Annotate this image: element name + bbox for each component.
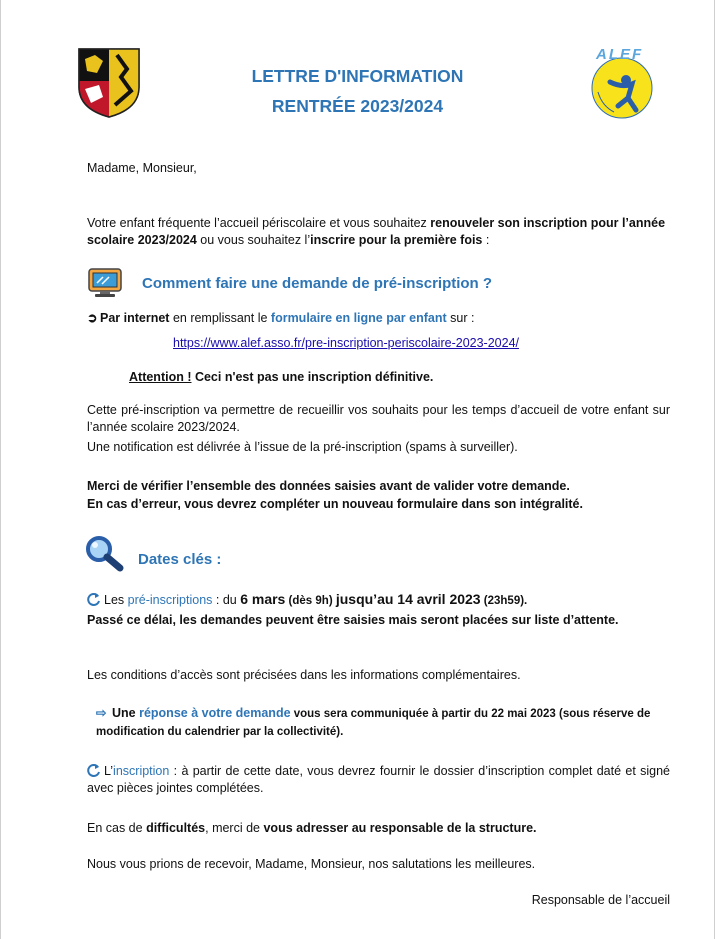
page-border-left	[0, 0, 1, 939]
preinscription-dates-line	[87, 591, 670, 610]
internet-suffix: sur :	[446, 311, 475, 325]
difficulties-contact: vous adresser au responsable de la structure.	[263, 821, 537, 835]
inscription-label: inscription	[113, 764, 170, 778]
deadline-note: Passé ce délai, les demandes peuvent être saisies mais seront placées sur liste d’attente.	[87, 613, 619, 627]
attention-text: Ceci n'est pas une inscription définitive.	[191, 370, 434, 384]
response-line	[96, 705, 676, 741]
preinscription-url-link[interactable]: https://www.alef.asso.fr/pre-inscription-periscolaire-2023-2024/	[173, 336, 519, 350]
title-line-1: LETTRE D'INFORMATION	[251, 66, 464, 86]
greeting: Madame, Monsieur,	[87, 161, 197, 175]
verify-warning-1: Merci de vérifier l’ensemble des données saisies avant de valider votre demande.	[87, 479, 570, 493]
attention-line	[129, 370, 433, 384]
intro-text-2: ou vous souhaitez l’	[196, 233, 311, 247]
inscription-text-c: : à partir de cette date, vous devrez fournir le dossier d’inscription complet daté et signé avec pièces jointes complétées.	[87, 764, 670, 795]
response-text-c: vous sera communiquée à partir du 22 mai 2023 (sous réserve de modification du calendrier par la collectivité).	[96, 708, 651, 738]
outline-arrow-icon: ⇨	[96, 706, 107, 720]
section-title-key-dates: Dates clés :	[138, 551, 222, 568]
arrow-right-icon: ➲	[87, 311, 98, 325]
intro-paragraph	[87, 215, 670, 249]
alef-logo-text: ALEF	[596, 46, 644, 63]
inscription-line	[87, 763, 670, 797]
signature: Responsable de l’accueil	[531, 893, 670, 907]
pre-start-date: 6 mars	[240, 591, 286, 607]
pre-label: pré-inscriptions	[127, 593, 213, 607]
computer-icon	[88, 268, 122, 298]
circular-arrow-icon	[87, 763, 101, 777]
internet-line	[87, 310, 670, 327]
section-title-preinscription: Comment faire une demande de pré-inscription ?	[142, 275, 493, 292]
difficulties-line	[87, 820, 670, 837]
pre-end-date: jusqu’au 14 avril 2023	[335, 591, 481, 607]
inscription-text-a: L’	[104, 764, 114, 778]
intro-renew: renouveler son inscription pour l’année scolaire 2023/2024	[87, 216, 666, 247]
internet-text: en remplissant le	[169, 311, 271, 325]
response-label: réponse à votre demande	[139, 706, 291, 720]
preinscription-paragraph: Cette pré-inscription va permettre de recueillir vos souhaits pour les temps d’accueil de votre enfant sur l’année scolaire 2023/2024.	[87, 403, 670, 434]
difficulties-text-a: En cas de	[87, 821, 147, 835]
form-label: formulaire en ligne par enfant	[270, 311, 447, 325]
difficulties-text-c: , merci de	[205, 821, 264, 835]
pre-text-c: : du	[212, 593, 241, 607]
verify-warning-2: En cas d’erreur, vous devrez compléter un nouveau formulaire dans son intégralité.	[87, 497, 583, 511]
intro-text-1: Votre enfant fréquente l’accueil périscolaire et vous souhaitez	[87, 216, 431, 230]
notification-paragraph: Une notification est délivrée à l’issue de la pré-inscription (spams à surveiller).	[87, 440, 518, 454]
intro-first-time: inscrire pour la première fois	[310, 233, 483, 247]
title-line-2: RENTRÉE 2023/2024	[271, 96, 444, 116]
magnifier-icon	[84, 534, 124, 572]
difficulties-label: difficultés	[146, 821, 206, 835]
response-text-a: Une	[112, 706, 140, 720]
pre-end-time: (23h59).	[480, 595, 528, 607]
attention-label: Attention !	[129, 370, 192, 384]
internet-label: Par internet	[100, 311, 170, 325]
pre-text-a: Les	[104, 593, 128, 607]
intro-text-3: :	[482, 233, 490, 247]
closing-line: Nous vous prions de recevoir, Madame, Monsieur, nos salutations les meilleures.	[87, 857, 536, 871]
pre-start-time: (dès 9h)	[285, 595, 336, 607]
url-line	[173, 336, 519, 350]
circular-arrow-icon	[87, 592, 101, 606]
conditions-line: Les conditions d’accès sont précisées dans les informations complémentaires.	[87, 668, 521, 682]
